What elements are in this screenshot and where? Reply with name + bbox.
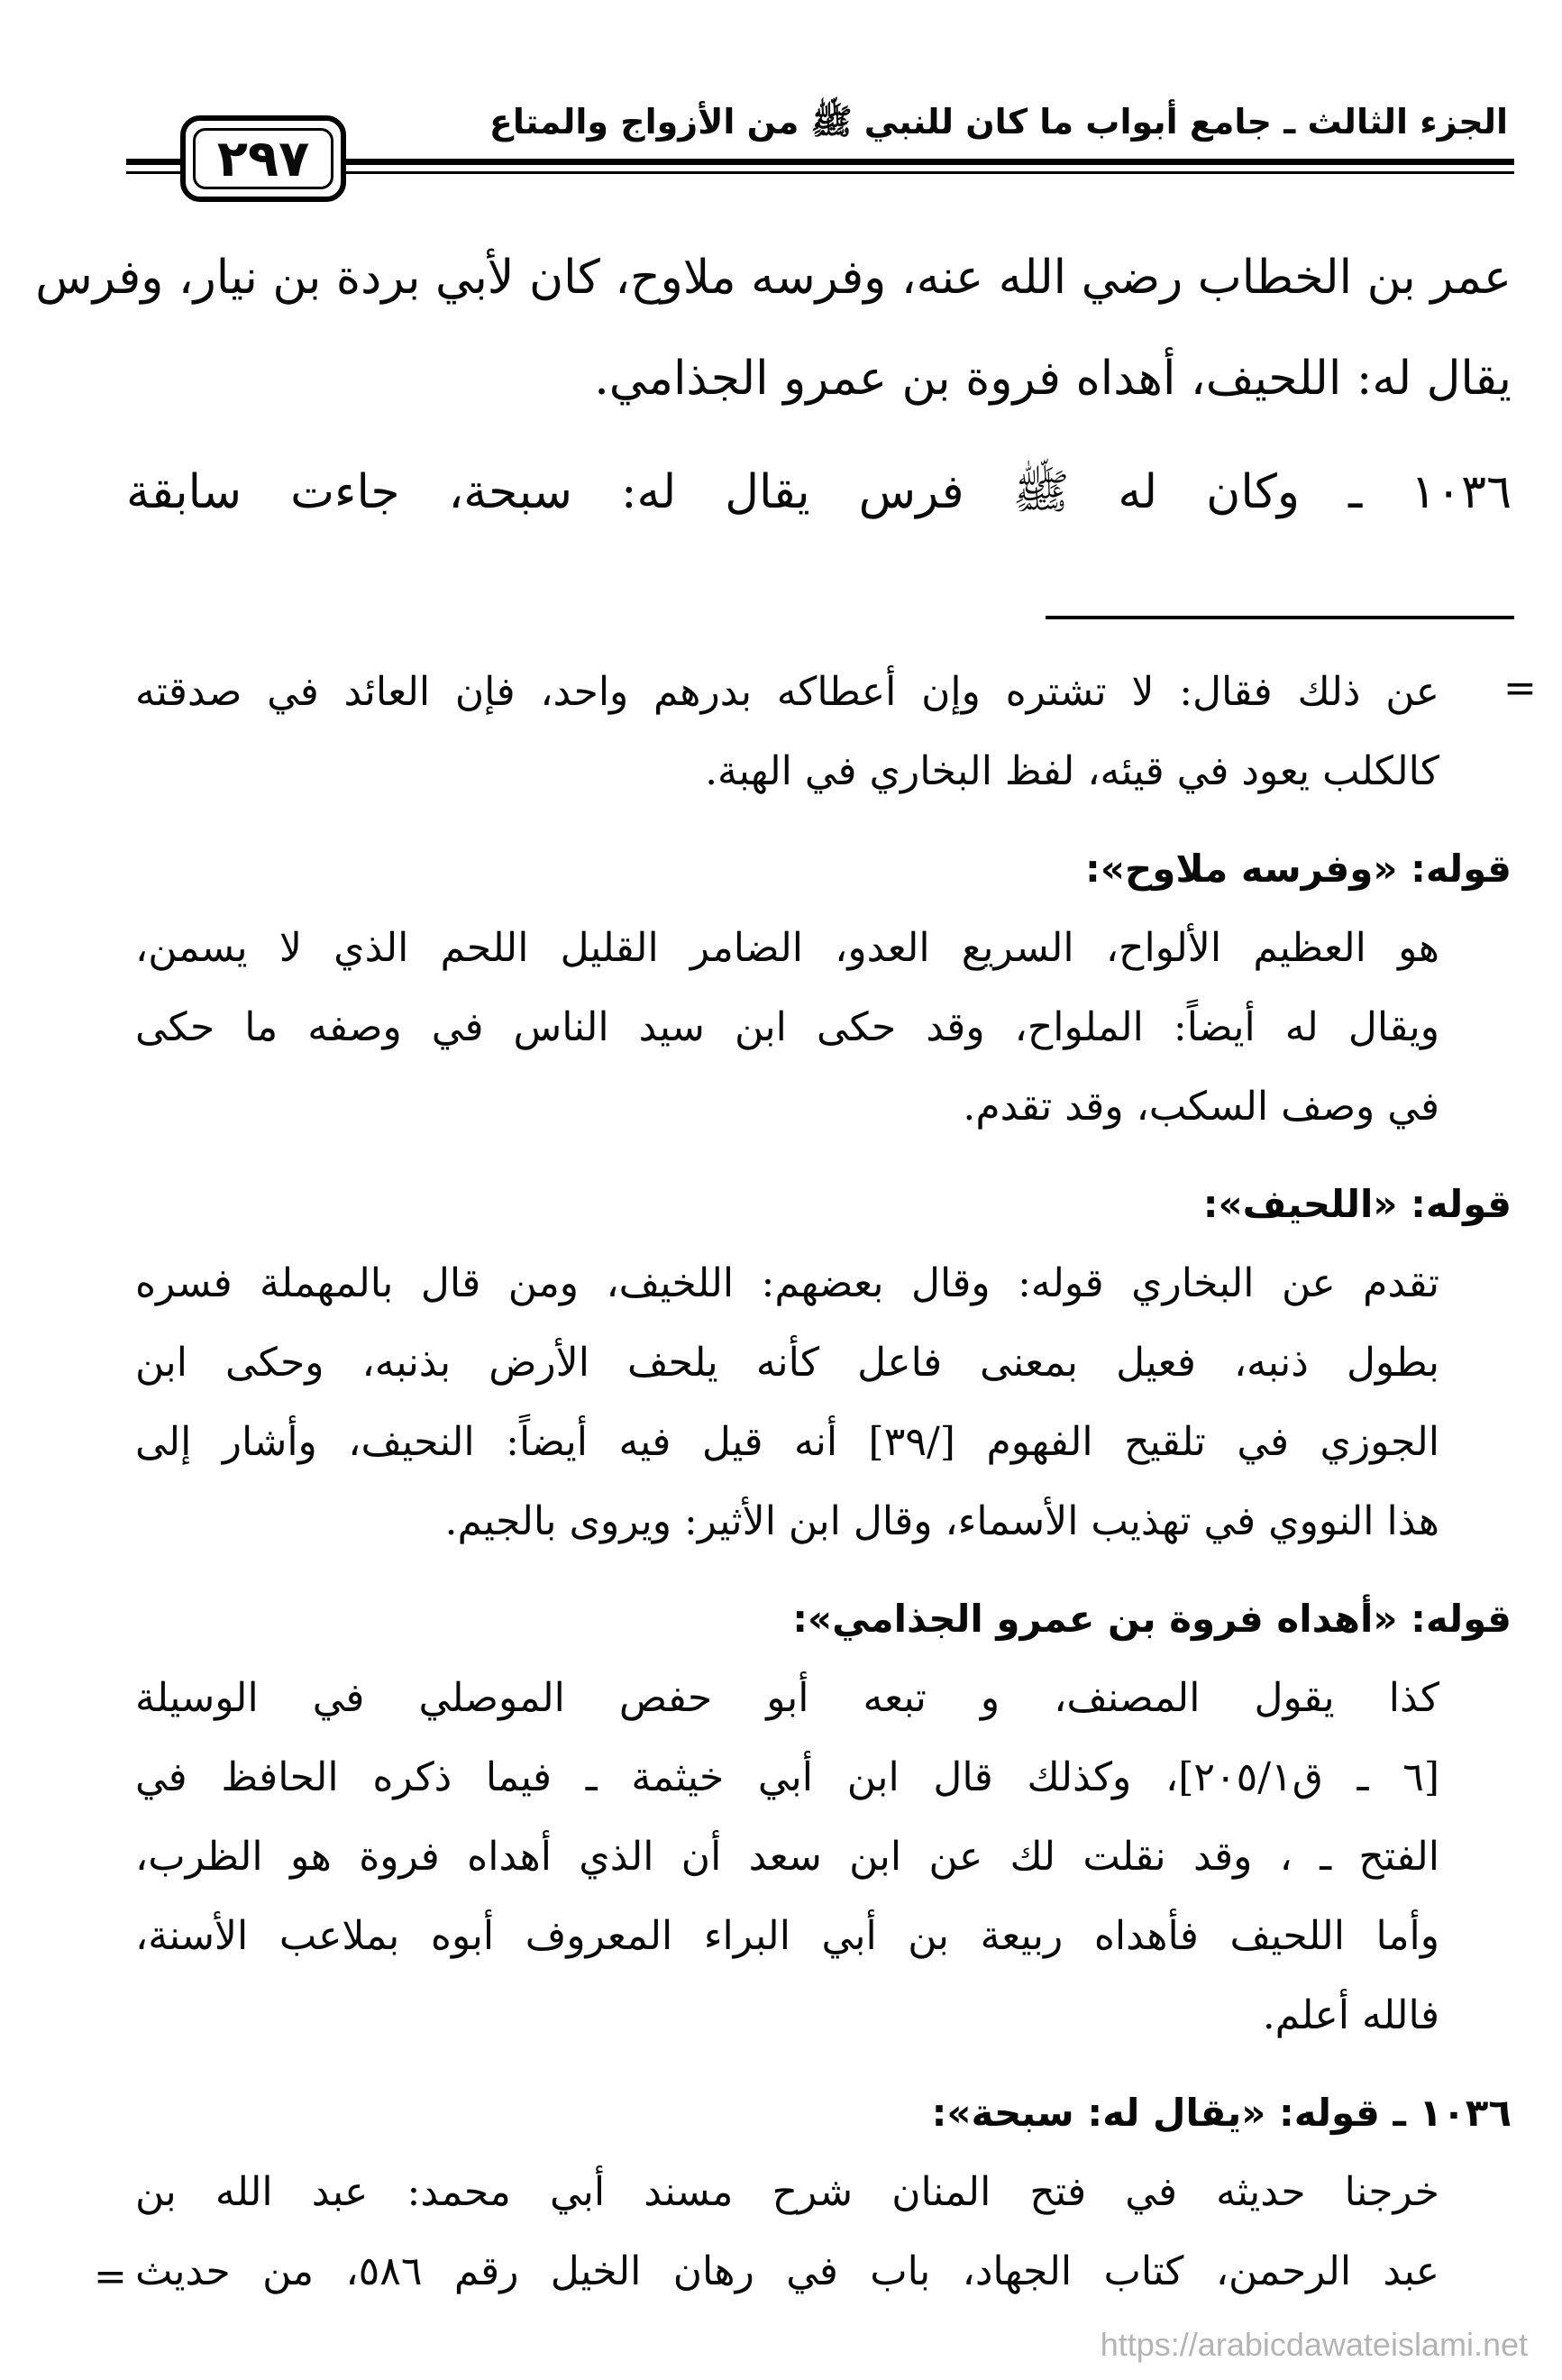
main-line: عمر بن الخطاب رضي الله عنه، وفرسه ملاوح، كان لأبي بردة بن نيار، وفرس [35,251,1512,305]
footnote-section-2 [135,1165,1512,1561]
footnote-line: فالله أعلم. [1262,1992,1439,2038]
footnote-line: عن ذلك فقال: لا تشتره وإن أعطاكه بدرهم واحد، فإن العائد في صدقته [135,669,1439,715]
main-line: ١٠٣٦ ـ وكان له ﷺ فرس يقال له: سبحة، جاءت سابقة [126,465,1512,519]
footnote-section-1 [135,829,1512,1147]
footnote-line: وأما اللحيف فأهداه ربيعة بن أبي البراء المعروف أبوه بملاعب الأسنة، [135,1913,1439,1959]
footnote-line: ويقال له أيضاً: الملواح، وقد حكى ابن سيد الناس في وصفه ما حكى [135,1004,1439,1050]
footnote-line: في وصف السكب، وقد تقدم. [963,1084,1439,1130]
main-line: يقال له: اللحيف، أهداه فروة بن عمرو الجذامي. [594,352,1512,406]
footnote-line: هذا النووي في تهذيب الأسماء، وقال ابن الأثير: ويروى بالجيم. [444,1498,1439,1544]
footnote-section-4 [135,2073,1512,2311]
footnote-section-3 [135,1579,1512,2055]
footnote-line: هو العظيم الألواح، السريع العدو، الضامر القليل اللحم الذي لا يسمن، [135,925,1439,971]
running-title: الجزء الثالث ـ جامع أبواب ما كان للنبي ﷺ من الأزواج والمتاع [489,102,1508,142]
page-number-box [180,115,346,202]
footnote-line: كالكلب يعود في قيئه، لفظ البخاري في الهبة. [705,748,1439,794]
section-heading: قوله: «وفرسه ملاوح»: [1085,847,1512,891]
section-heading: قوله: «أهداه فروة بن عمرو الجذامي»: [792,1597,1512,1641]
footnote-line: خرجنا حديثه في فتح المنان شرح مسند أبي محمد: عبد الله بن [135,2169,1439,2215]
section-heading: ١٠٣٦ ـ قوله: «يقال له: سبحة»: [931,2091,1512,2135]
continuation-mark: = [94,2254,127,2300]
footnote-separator [1046,616,1514,619]
continuation-mark: = [1503,665,1537,711]
footnote-line: بطول ذنبه، فعيل بمعنى فاعل كأنه يلحف الأرض بذنبه، وحكى ابن [135,1340,1439,1386]
footnote-line: الفتح ـ ، وقد نقلت لك عن ابن سعد أن الذي أهداه فروة هو الظرب، [135,1834,1439,1880]
footnote-line: كذا يقول المصنف، و تبعه أبو حفص الموصلي في الوسيلة [135,1675,1439,1721]
footnote-line: الجوزي في تلقيح الفهوم [/٣٩] أنه قيل فيه أيضاً: النحيف، وأشار إلى [135,1419,1439,1465]
footnote-line: عبد الرحمن، كتاب الجهاد، باب في رهان الخيل رقم ٥٨٦، من حديث [135,2248,1440,2294]
section-heading: قوله: «اللحيف»: [1202,1182,1512,1226]
main-text [35,227,1512,543]
footnote-intro [135,653,1512,811]
watermark-url: https://arabicdawateislami.net [1100,2326,1528,2363]
page-number: ٢٩٧ [193,128,333,189]
footnote-line: [٦ ـ ق٢٠٥/١]، وكذلك قال ابن أبي خيثمة ـ فيما ذكره الحافظ في [135,1754,1439,1800]
footnote-line: تقدم عن البخاري قوله: وقال بعضهم: اللخيف، ومن قال بالمهملة فسره [135,1260,1439,1306]
